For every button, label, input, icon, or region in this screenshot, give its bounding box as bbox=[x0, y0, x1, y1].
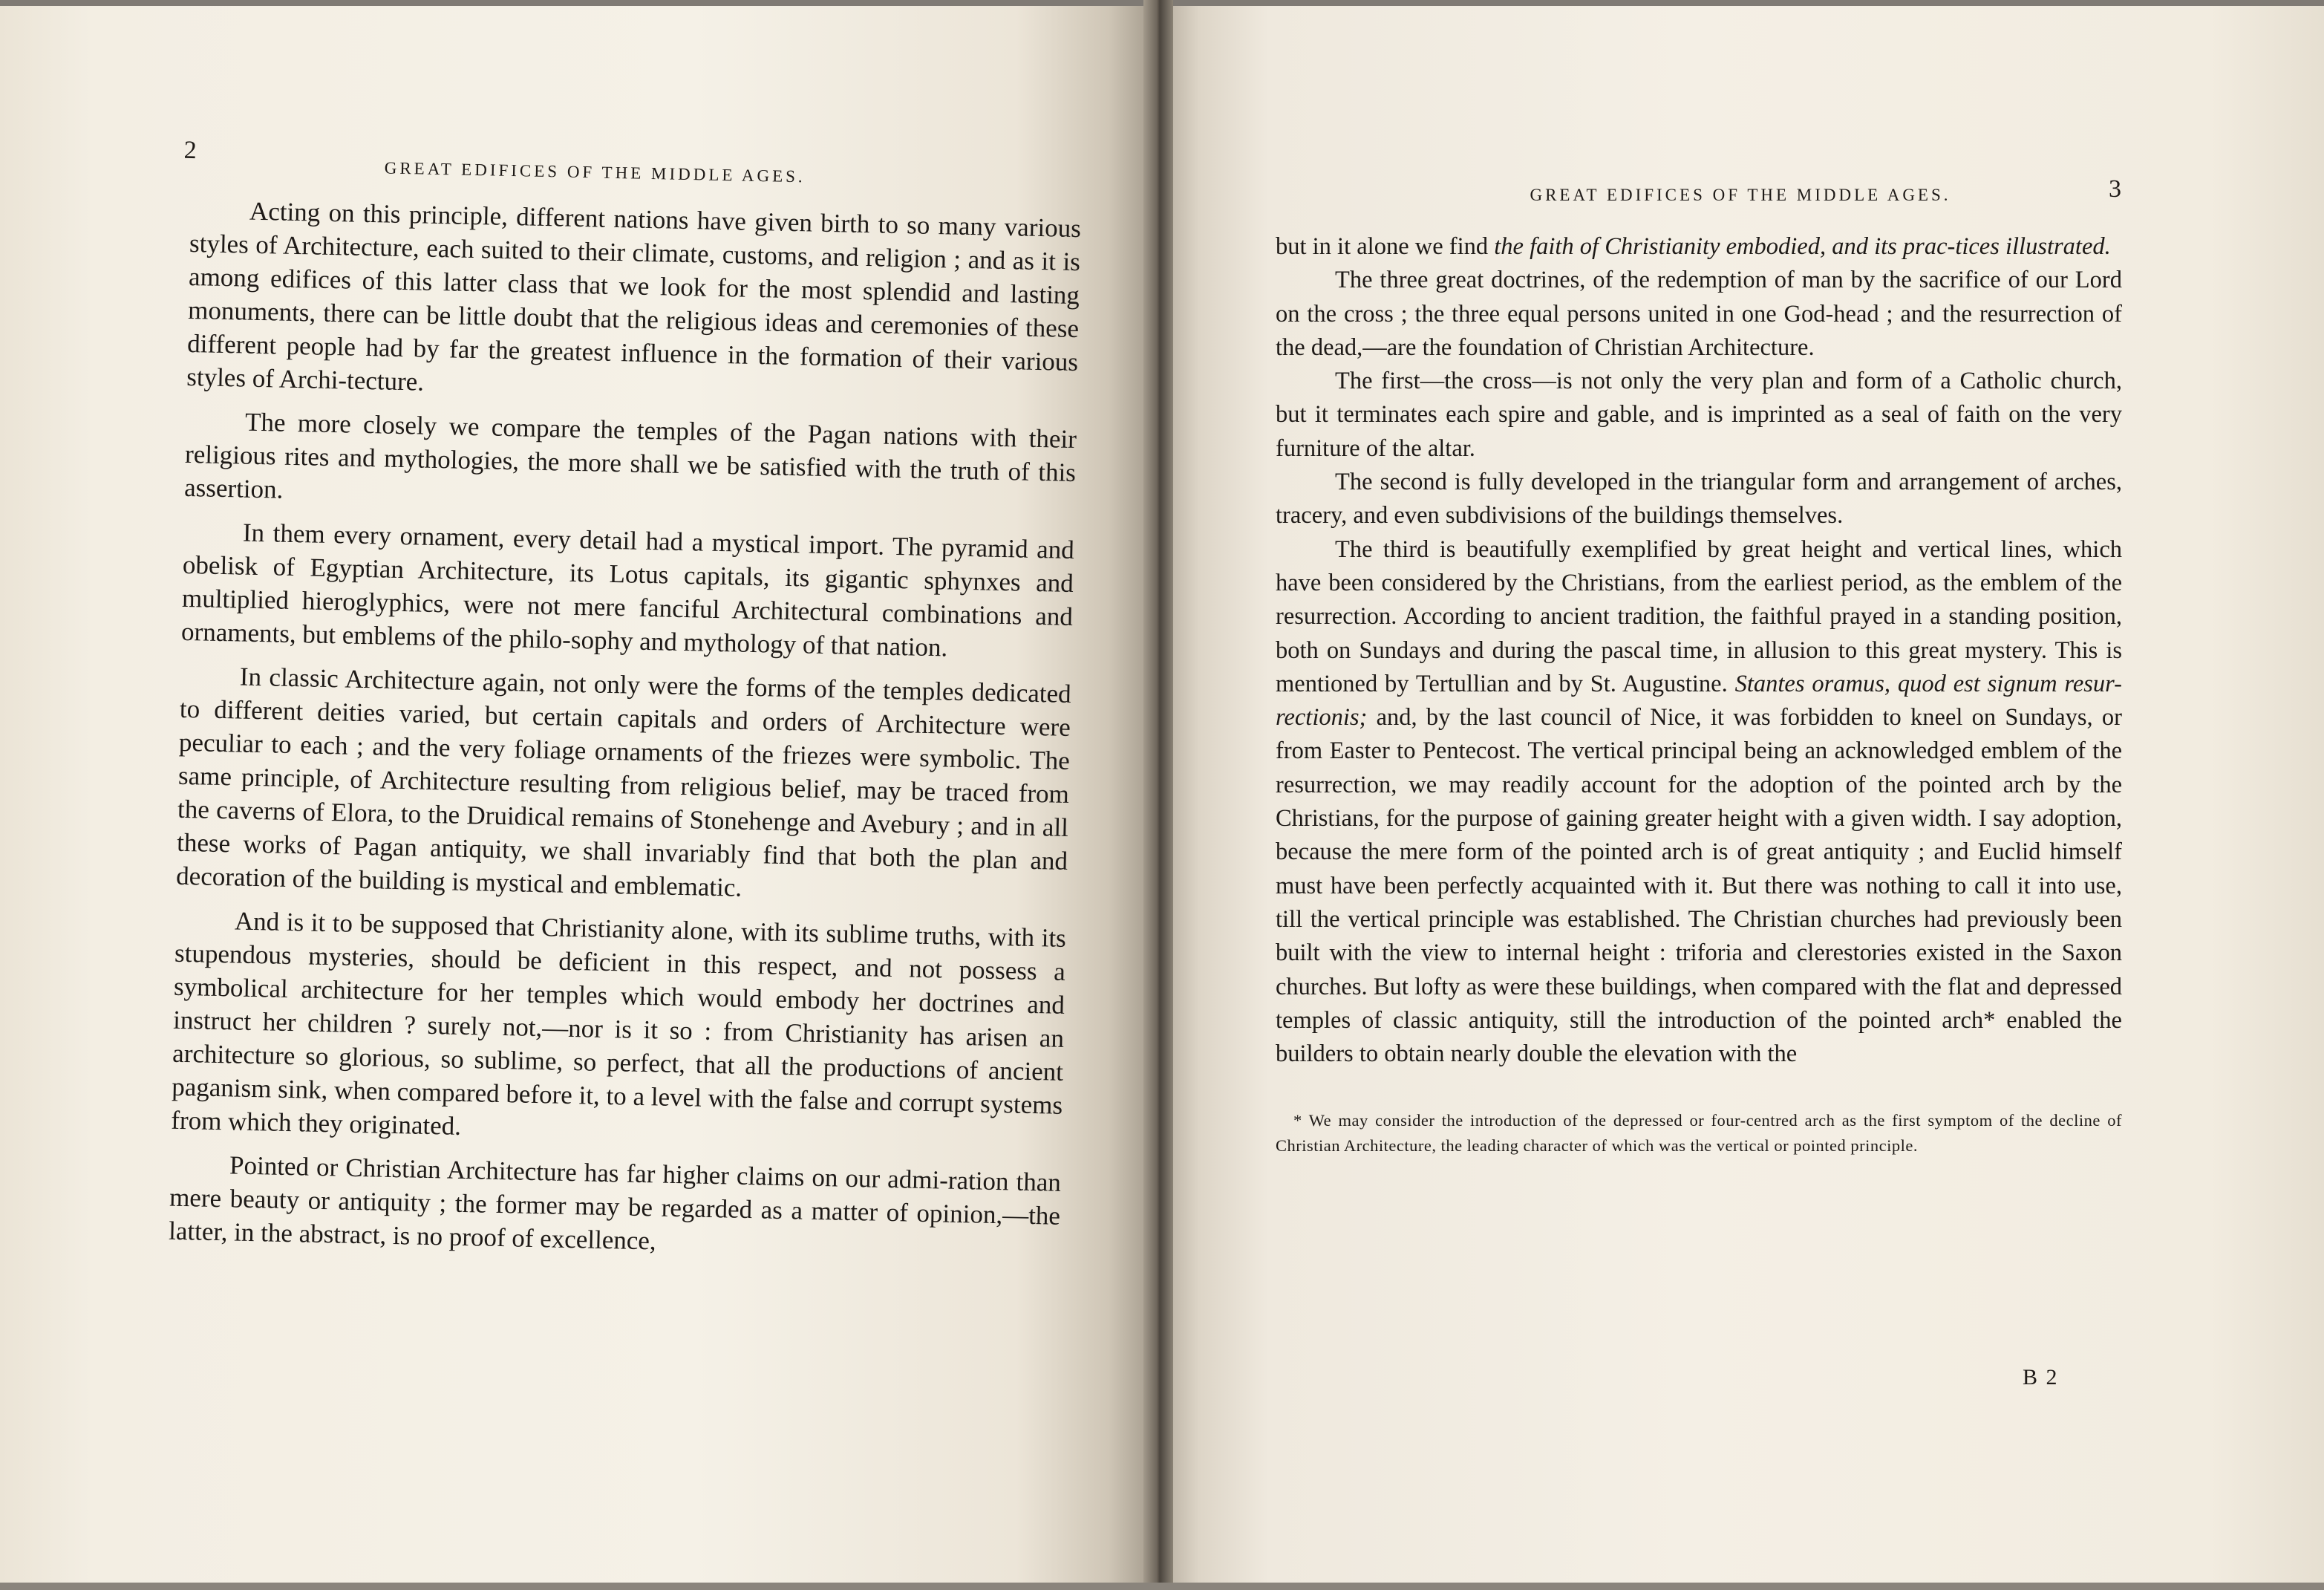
signature-mark: B 2 bbox=[2023, 1365, 2059, 1389]
left-running-head: GREAT EDIFICES OF THE MIDDLE AGES. bbox=[384, 158, 806, 186]
right-paragraph-5-b: and, by the last council of Nice, it was forbidden to kneel on Sundays, or from Easter to Pentecost. The vertical principal being an acknowledged emblem of the resurrection, we may readily account for the adoption of the pointed arch by the Christians, for the purpose of gaining greater height with a given width. I say adoption, because the mere form of the pointed arch is of great antiquity ; and Euclid himself must have been perfectly acquainted with it. But there was nothing to call it into use, till the vertical principle was established. The Christian churches had previously been built with the view to internal height : triforia and clerestories existed in the Saxon churches. But lofty as were these buildings, when compared with the flat and depressed temples of classic antiquity, still the introduction of the pointed arch* enabled the builders to obtain nearly double the elevation with the bbox=[1276, 704, 2122, 1068]
right-paragraph-5-italic: Stantes oramus, quod est signum resur-rectionis; bbox=[1276, 670, 2122, 732]
page-bottom-edge bbox=[0, 1583, 2324, 1590]
right-paragraph-1 bbox=[1276, 230, 2122, 264]
book-gutter bbox=[1143, 0, 1173, 1590]
left-page-text bbox=[168, 136, 1083, 1266]
left-paragraph-2: The more closely we compare the temples of the Pagan nations with their religious rites and mythologies, the more shall we be satisfied with the truth of this assertion. bbox=[183, 407, 1077, 504]
right-running-head: GREAT EDIFICES OF THE MIDDLE AGES. bbox=[1530, 186, 1951, 204]
left-paragraph-3: In them every ornament, every detail had a mystical import. The pyramid and obelisk of Egyptian Architecture, its Lotus capitals, its gigantic sphynxes and multiplied hieroglyphics, were not mere fanciful Architectural combinations and ornaments, but emblems of the philo-sophy and mythology of that nation. bbox=[180, 518, 1075, 662]
right-paragraph-5 bbox=[1276, 533, 2122, 1072]
left-paragraph-1: Acting on this principle, different nations have given birth to so many various styles of Architecture, each suited to their climate, customs, and religion ; and as it is among edifices of this latter class that we look for the most splendid and lasting monuments, there can be little doubt that the religious ideas and ceremonies of these different people had by far the greatest influence in the formation of their various styles of Archi-tecture. bbox=[186, 196, 1082, 397]
left-paragraph-4: In classic Architecture again, not only were the forms of the temples dedicated to different deities varied, but certain capitals and orders of Architecture were peculiar to each ; and the very foliage ornaments of the friezes were symbolic. The same principle, of Architecture resulting from religious belief, may be traced from the caverns of Elora, to the Druidical remains of Stonehenge and Avebury ; and in all these works of Pagan antiquity, we shall invariably find that both the plan and decoration of the building is mystical and emblematic. bbox=[175, 662, 1072, 902]
right-paragraph-2: The three great doctrines, of the redemption of man by the sacrifice of our Lord on the cross ; the three equal persons united in one God-head ; and the resurrection of the dead,—are the foundation of Christian Architecture. bbox=[1276, 267, 2122, 361]
right-paragraph-3: The first—the cross—is not only the very plan and form of a Catholic church, but it terminates each spire and gable, and is imprinted as a seal of faith on the very furniture of the altar. bbox=[1276, 368, 2122, 462]
right-paragraph-1-lead: but in it alone we find bbox=[1276, 233, 1495, 260]
right-page-text bbox=[1276, 175, 2122, 1159]
left-page-number: 2 bbox=[183, 136, 198, 165]
right-paragraph-4: The second is fully developed in the triangular form and arrangement of arches, tracery, and even subdivisions of the buildings themselves. bbox=[1276, 469, 2122, 530]
left-paragraph-6: Pointed or Christian Architecture has far higher claims on our admi-ration than mere beauty or antiquity ; the former may be regarded as a matter of opinion,—the latter, in the abstract, is no proof of excellence, bbox=[168, 1150, 1062, 1256]
left-paragraph-5: And is it to be supposed that Christianity alone, with its sublime truths, with its stupendous mysteries, should be deficient in this respect, and not possess a symbolical architecture for her temples which would embody her doctrines and instruct her children ? surely not,—nor is it so : from Christianity has arisen an architecture so glorious, so sublime, so perfect, that all the productions of ancient paganism sink, when compared before it, to a level with the false and corrupt systems from which they originated. bbox=[170, 906, 1067, 1141]
right-page-number: 3 bbox=[2109, 175, 2122, 203]
right-paragraph-1-italic: the faith of Christianity embodied, and its prac-tices illustrated. bbox=[1494, 233, 2111, 260]
right-paragraph-5-a: The third is beautifully exemplified by great height and vertical lines, which have been considered by the Christians, from the earliest period, as the emblem of the resurrection. According to ancient tradition, the faithful prayed in a standing position, both on Sundays and during the pascal time, in allusion to this great mystery. This is mentioned by Tertullian and by St. Augustine. bbox=[1276, 535, 2122, 697]
footnote: * We may consider the introduction of the depressed or four-centred arch as the first symptom of the decline of Christian Architecture, the leading character of which was the vertical or pointed principle. bbox=[1276, 1111, 2122, 1156]
